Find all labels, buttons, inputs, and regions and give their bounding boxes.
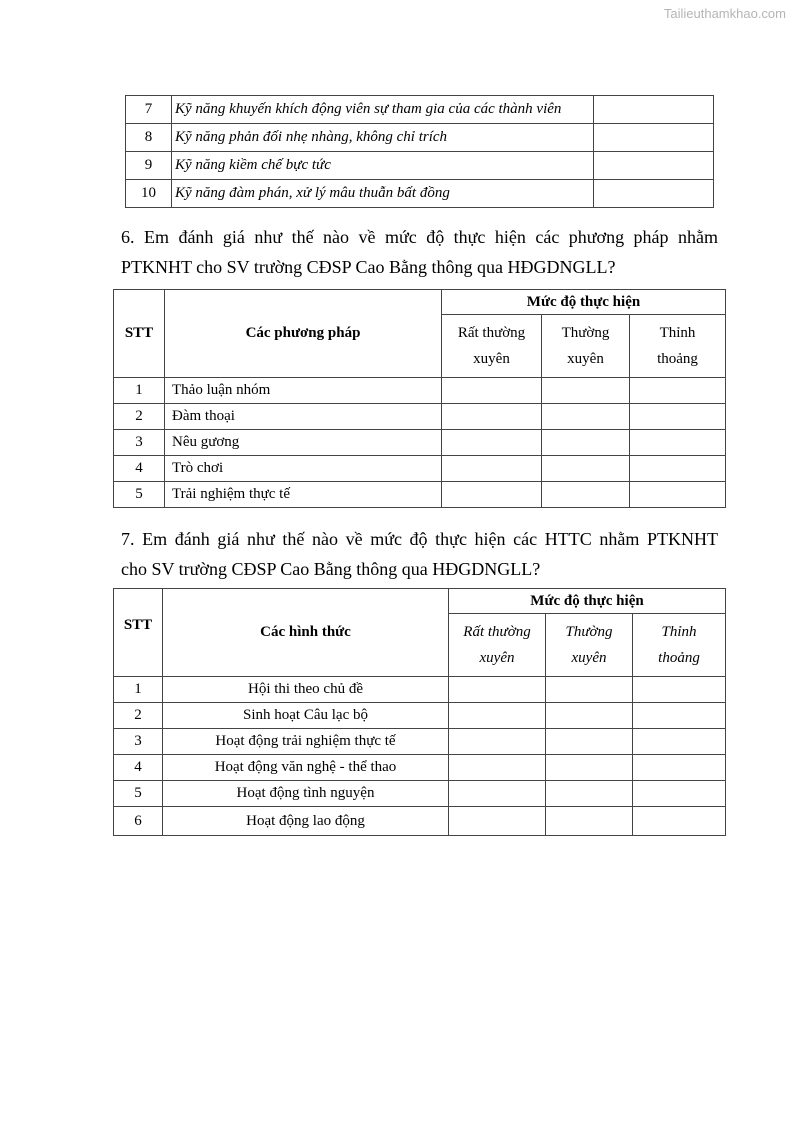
empty-cell xyxy=(633,729,726,755)
empty-cell xyxy=(633,703,726,729)
empty-cell xyxy=(546,755,633,781)
row-number: 5 xyxy=(114,482,165,508)
question-7-line-1: 7. Em đánh giá như thế nào về mức độ thực hiện các HTTC nhằm PTKNHT xyxy=(121,529,718,549)
table-row xyxy=(126,152,714,180)
table-row xyxy=(126,124,714,152)
methods-table xyxy=(113,289,726,508)
col-level-group: Mức độ thực hiện xyxy=(442,290,726,315)
method-name: Trò chơi xyxy=(165,456,442,482)
col-stt: STT xyxy=(114,290,165,378)
row-number: 10 xyxy=(126,180,172,208)
form-name: Hội thi theo chủ đề xyxy=(163,677,449,703)
watermark: Tailieuthamkhao.com xyxy=(663,6,786,21)
col-occasional: Thỉnh thoảng xyxy=(630,315,726,378)
empty-cell xyxy=(594,152,714,180)
form-name: Hoạt động lao động xyxy=(163,807,449,836)
col-methods: Các phương pháp xyxy=(165,290,442,378)
form-name: Sinh hoạt Câu lạc bộ xyxy=(163,703,449,729)
table-row xyxy=(114,482,726,508)
empty-cell xyxy=(449,807,546,836)
row-number: 1 xyxy=(114,378,165,404)
empty-cell xyxy=(630,430,726,456)
skill-text: Kỹ năng đàm phán, xử lý mâu thuẫn bất đồng xyxy=(172,180,594,208)
empty-cell xyxy=(546,729,633,755)
table-row xyxy=(114,430,726,456)
row-number: 7 xyxy=(126,96,172,124)
table-row xyxy=(126,96,714,124)
table-row xyxy=(126,180,714,208)
empty-cell xyxy=(630,378,726,404)
table-row xyxy=(114,677,726,703)
row-number: 2 xyxy=(114,703,163,729)
col-stt: STT xyxy=(114,589,163,677)
skill-text: Kỹ năng phản đối nhẹ nhàng, không chỉ trích xyxy=(172,124,594,152)
empty-cell xyxy=(442,456,542,482)
empty-cell xyxy=(542,456,630,482)
method-name: Thảo luận nhóm xyxy=(165,378,442,404)
table-row xyxy=(114,807,726,836)
method-name: Đàm thoại xyxy=(165,404,442,430)
row-number: 2 xyxy=(114,404,165,430)
col-forms: Các hình thức xyxy=(163,589,449,677)
empty-cell xyxy=(633,807,726,836)
empty-cell xyxy=(449,729,546,755)
row-number: 6 xyxy=(114,807,163,836)
empty-cell xyxy=(630,404,726,430)
empty-cell xyxy=(442,482,542,508)
table-row xyxy=(114,729,726,755)
col-occasional: Thỉnh thoảng xyxy=(633,614,726,677)
empty-cell xyxy=(542,482,630,508)
table-row xyxy=(114,456,726,482)
row-number: 9 xyxy=(126,152,172,180)
empty-cell xyxy=(546,781,633,807)
row-number: 5 xyxy=(114,781,163,807)
empty-cell xyxy=(449,781,546,807)
question-6-line-1: 6. Em đánh giá như thế nào về mức độ thực hiện các phương pháp nhằm xyxy=(121,227,718,247)
skill-text: Kỹ năng kiềm chế bực tức xyxy=(172,152,594,180)
empty-cell xyxy=(546,703,633,729)
col-very-frequent: Rất thường xuyên xyxy=(449,614,546,677)
empty-cell xyxy=(546,807,633,836)
form-name: Hoạt động trải nghiệm thực tế xyxy=(163,729,449,755)
col-very-frequent: Rất thường xuyên xyxy=(442,315,542,378)
empty-cell xyxy=(449,755,546,781)
col-level-group: Mức độ thực hiện xyxy=(449,589,726,614)
empty-cell xyxy=(633,755,726,781)
question-7-line-2: cho SV trường CĐSP Cao Bằng thông qua HĐGDNGLL? xyxy=(121,559,541,579)
row-number: 8 xyxy=(126,124,172,152)
skills-table xyxy=(125,95,714,208)
empty-cell xyxy=(630,482,726,508)
empty-cell xyxy=(542,378,630,404)
table-row xyxy=(114,781,726,807)
row-number: 4 xyxy=(114,755,163,781)
skill-text: Kỹ năng khuyến khích động viên sự tham gia của các thành viên xyxy=(172,96,594,124)
empty-cell xyxy=(442,430,542,456)
empty-cell xyxy=(442,378,542,404)
method-name: Nêu gương xyxy=(165,430,442,456)
empty-cell xyxy=(442,404,542,430)
empty-cell xyxy=(630,456,726,482)
row-number: 3 xyxy=(114,729,163,755)
empty-cell xyxy=(633,781,726,807)
col-frequent: Thường xuyên xyxy=(546,614,633,677)
table-row xyxy=(114,703,726,729)
table-row xyxy=(114,378,726,404)
table-row xyxy=(114,404,726,430)
empty-cell xyxy=(594,96,714,124)
empty-cell xyxy=(542,404,630,430)
empty-cell xyxy=(633,677,726,703)
empty-cell xyxy=(546,677,633,703)
empty-cell xyxy=(594,180,714,208)
empty-cell xyxy=(449,677,546,703)
question-6 xyxy=(121,222,718,282)
row-number: 4 xyxy=(114,456,165,482)
col-frequent: Thường xuyên xyxy=(542,315,630,378)
question-6-line-2: PTKNHT cho SV trường CĐSP Cao Bằng thông qua HĐGDNGLL? xyxy=(121,257,616,277)
question-7 xyxy=(121,524,718,584)
form-name: Hoạt động văn nghệ - thể thao xyxy=(163,755,449,781)
empty-cell xyxy=(594,124,714,152)
forms-table xyxy=(113,588,726,836)
row-number: 3 xyxy=(114,430,165,456)
empty-cell xyxy=(449,703,546,729)
empty-cell xyxy=(542,430,630,456)
table-row xyxy=(114,755,726,781)
method-name: Trải nghiệm thực tế xyxy=(165,482,442,508)
form-name: Hoạt động tình nguyện xyxy=(163,781,449,807)
row-number: 1 xyxy=(114,677,163,703)
